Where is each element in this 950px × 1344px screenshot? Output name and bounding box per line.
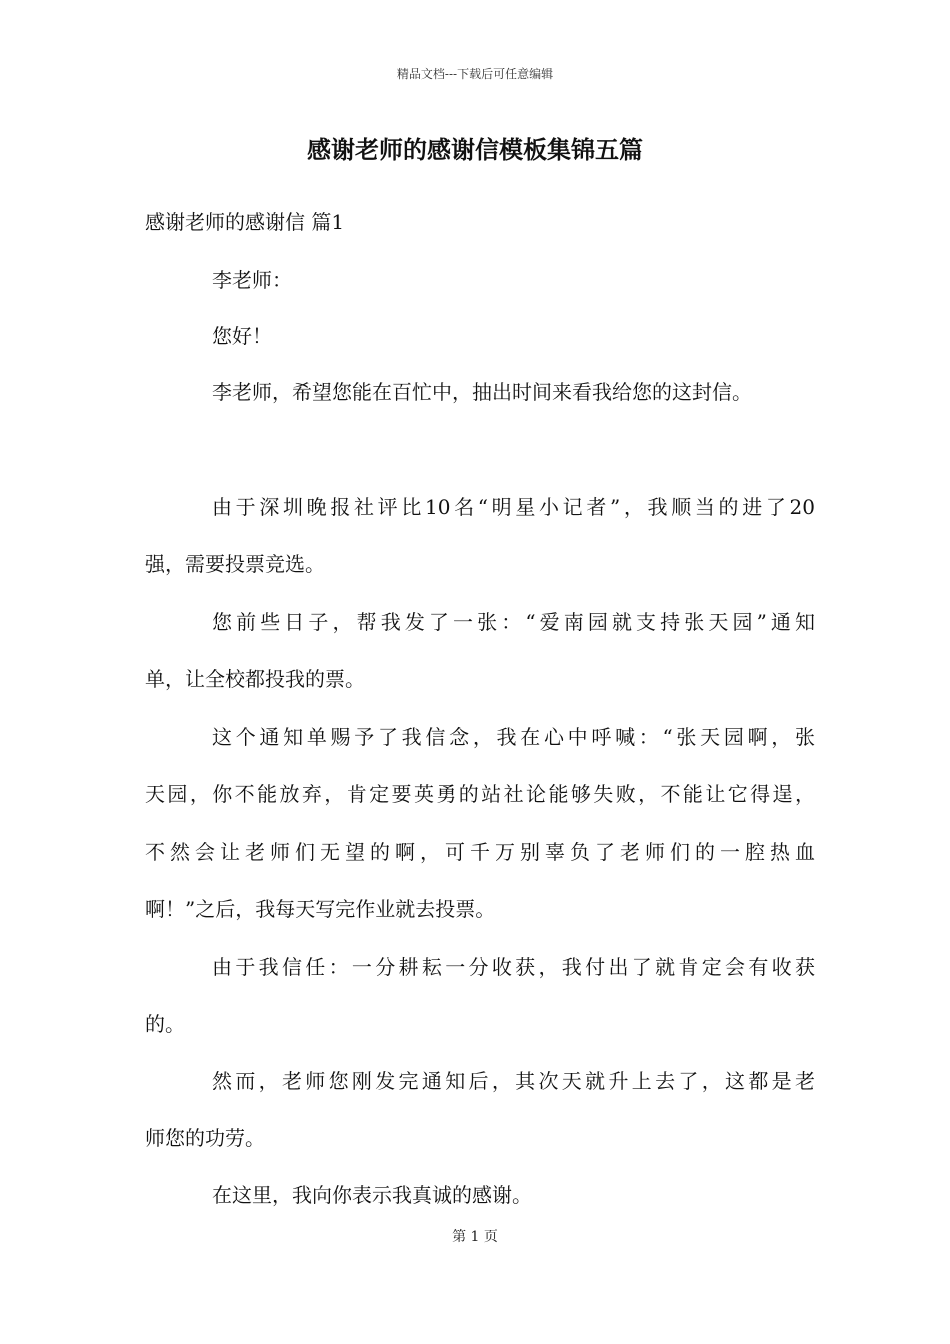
paragraph-line: 由于深圳晚报社评比10名“明星小记者”，我顺当的进了20 [212,495,815,519]
paragraph-line: 您前些日子，帮我发了一张：“爱南园就支持张天园”通知 [212,610,815,634]
paragraph-line: 由于我信任：一分耕耘一分收获，我付出了就肯定会有收获 [212,955,815,979]
paragraph-line: 天园，你不能放弃，肯定要英勇的站社论能够失败，不能让它得逞， [145,782,815,806]
paragraph-line: 然而，老师您刚发完通知后，其次天就升上去了，这都是老 [212,1069,815,1093]
section-title: 感谢老师的感谢信 篇1 [145,210,345,234]
paragraph-line: 的。 [145,1012,185,1036]
document-title: 感谢老师的感谢信模板集锦五篇 [307,135,643,164]
page-number: 第 1 页 [452,1229,498,1245]
page-header: 精品文档---下载后可任意编辑 [396,67,554,81]
paragraph-line: 不然会让老师们无望的啊，可千万别辜负了老师们的一腔热血 [145,840,815,864]
paragraph-line: 李老师，希望您能在百忙中，抽出时间来看我给您的这封信。 [212,380,752,404]
greeting: 您好！ [212,324,272,348]
paragraph-line: 强，需要投票竞选。 [145,552,325,576]
paragraph-line: 师您的功劳。 [145,1126,265,1150]
paragraph-line: 单，让全校都投我的票。 [145,667,365,691]
paragraph-line: 啊！”之后，我每天写完作业就去投票。 [145,897,496,921]
paragraph-line: 在这里，我向你表示我真诚的感谢。 [212,1183,532,1207]
paragraph-line: 这个通知单赐予了我信念，我在心中呼喊：“张天园啊，张 [212,725,815,749]
salutation: 李老师： [212,268,292,292]
